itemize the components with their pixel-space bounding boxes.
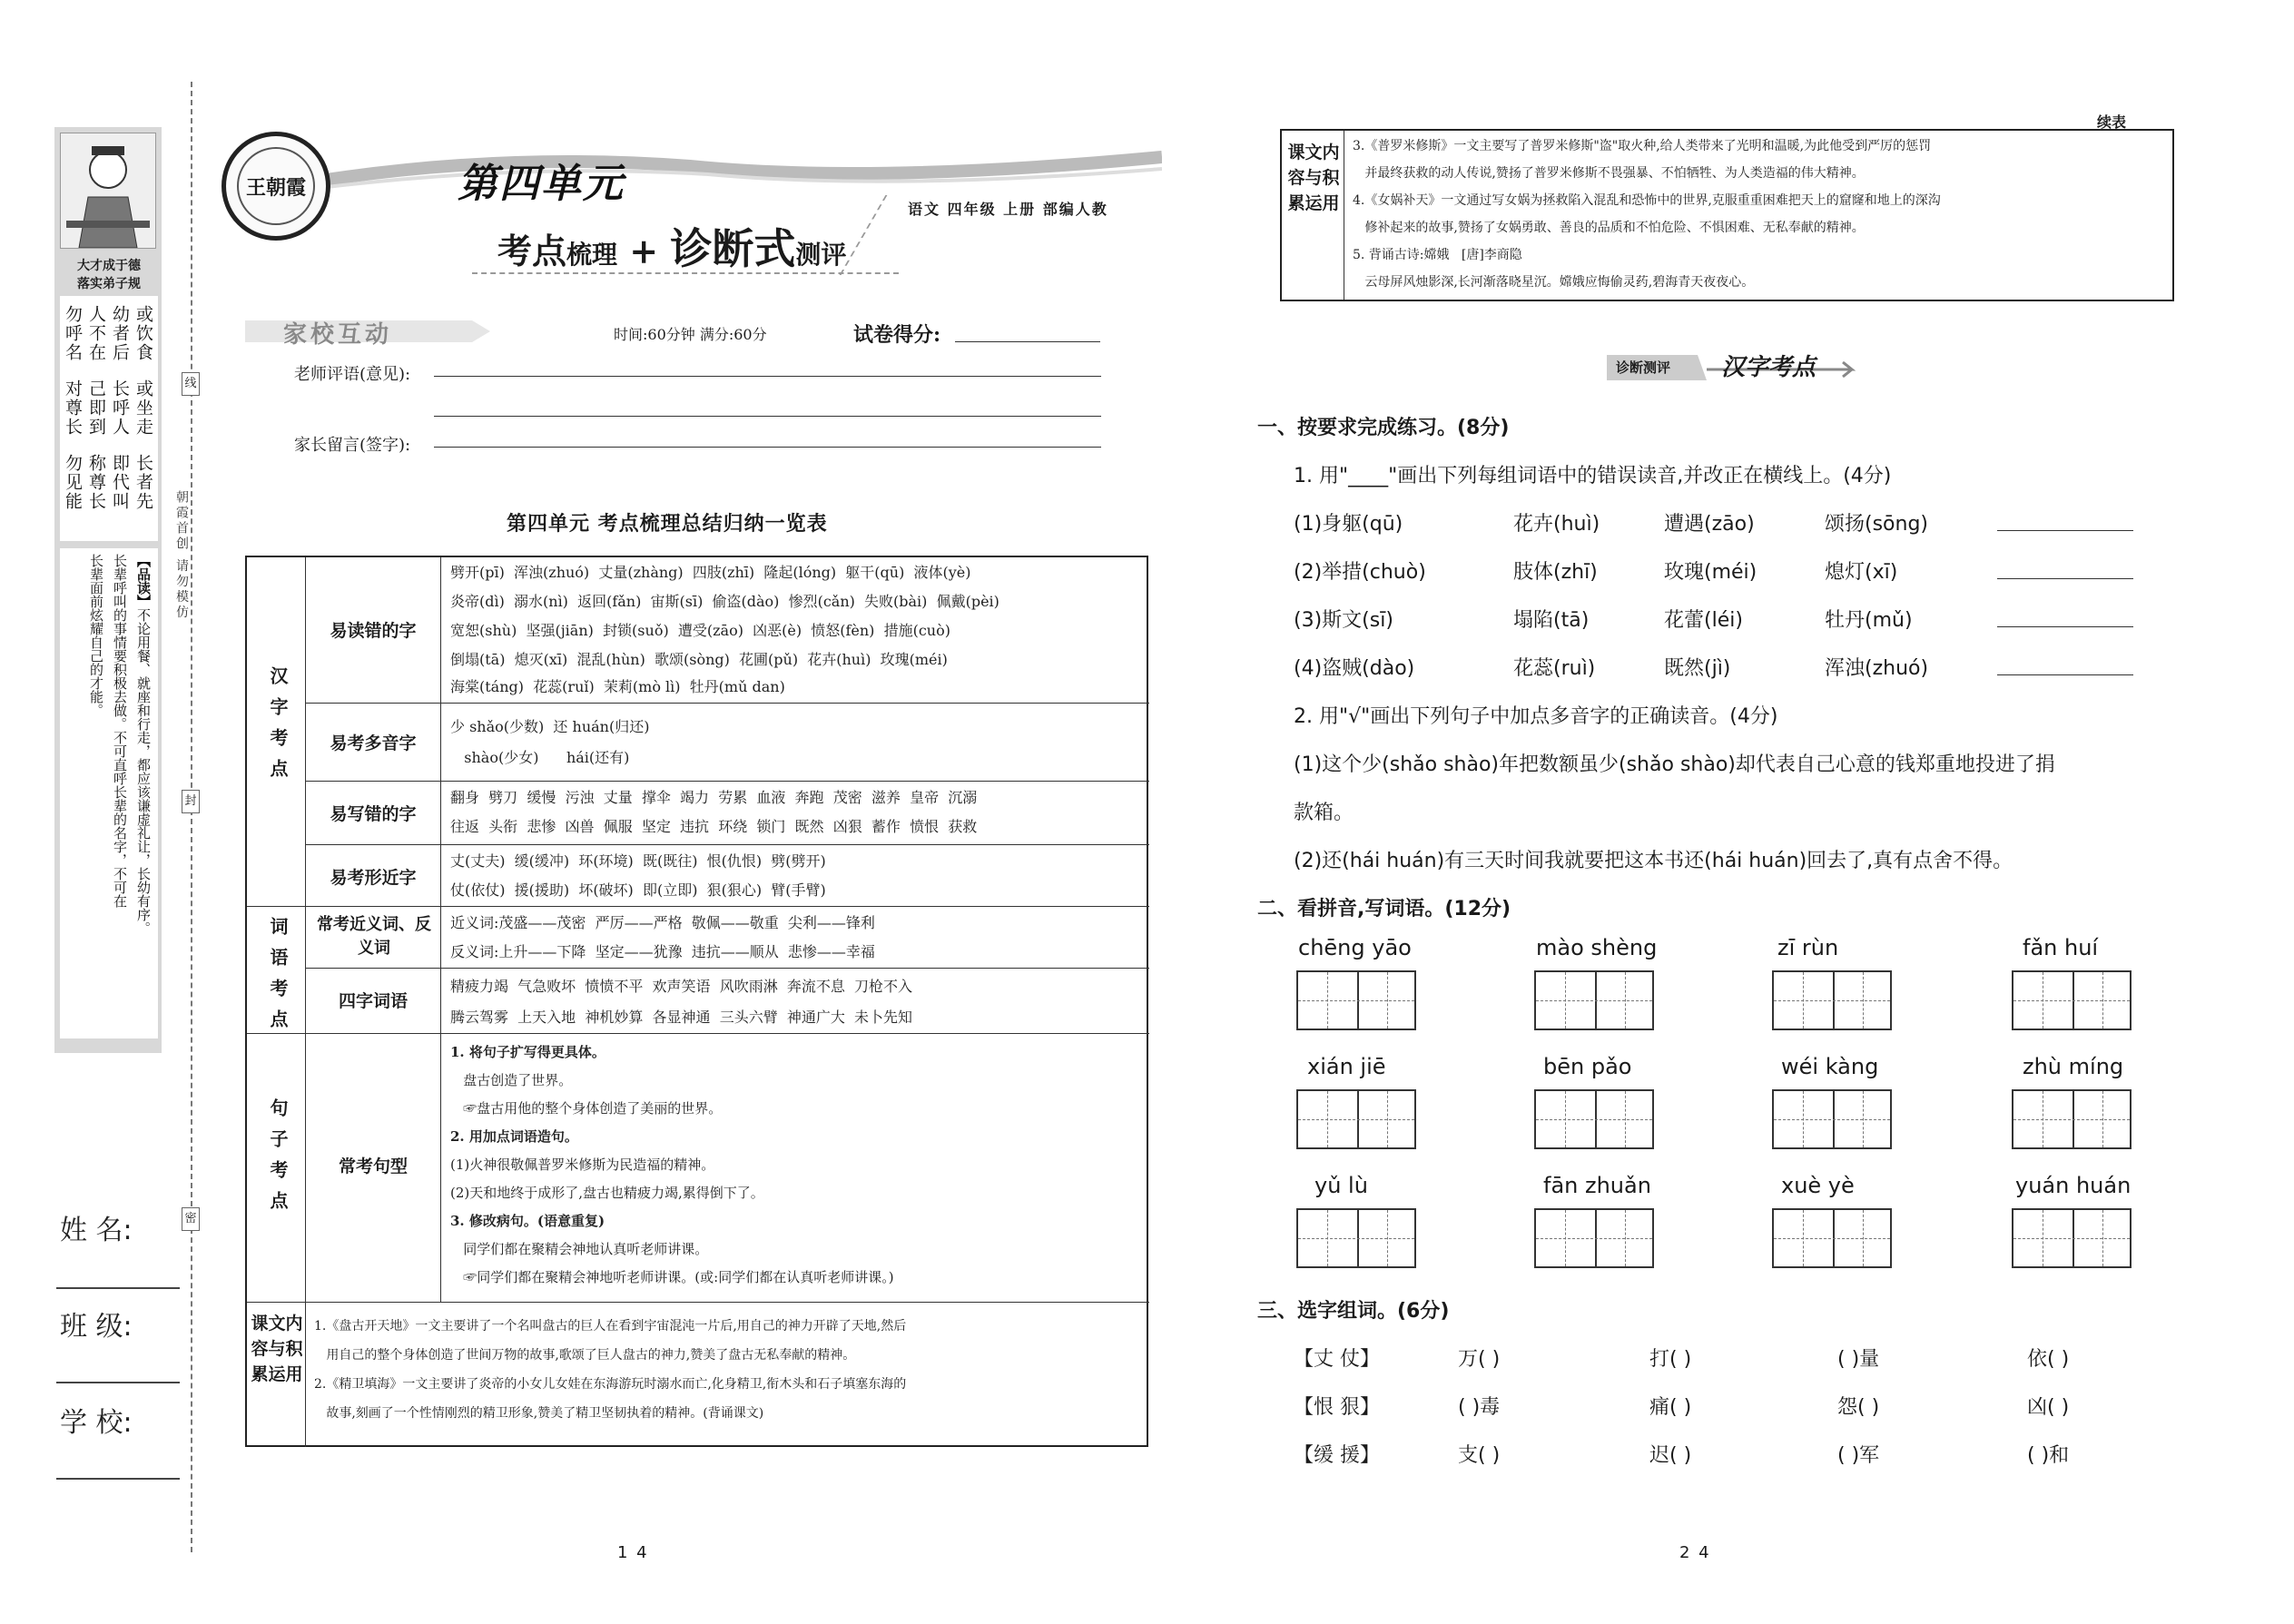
- name-label: 姓 名:: [60, 1215, 133, 1246]
- text-content-line: 用自己的整个身体创造了世间万物的故事,歌颂了巨人盘古的神力,赞美了盘古无私奉献的精神。: [314, 1348, 856, 1363]
- pinyin-item: 既然(jì): [1664, 657, 1731, 680]
- poem-col: 长者先: [133, 454, 153, 511]
- question-3-head: 三、选字组词。(6分): [1257, 1300, 1450, 1323]
- pinyin-item: 遭遇(zāo): [1664, 513, 1755, 536]
- text-content-line: 5. 背诵古诗:嫦娥 [唐]李商隐: [1353, 248, 1522, 262]
- similar-line: 仗(依仗) 援(援助) 坏(破坏) 即(立即) 狠(狠心) 臂(手臂): [450, 881, 826, 899]
- score-label: 试卷得分:: [853, 323, 941, 347]
- diagnosis-tag: 诊断测评: [1616, 359, 1671, 376]
- pinyin-prompt: mào shèng: [1536, 935, 1658, 960]
- school-label: 学 校:: [60, 1407, 133, 1439]
- poem-col: 或饮食: [133, 305, 153, 362]
- misread-line: 宽恕(shù) 坚强(jiān) 封锁(suǒ) 遭受(zāo) 凶恶(è) 愤怒(fèn) 措施(cuò): [450, 622, 950, 639]
- class-label: 班 级:: [60, 1311, 133, 1343]
- sentence-line: 1. 将句子扩写得更具体。: [450, 1044, 605, 1060]
- reading-col: 长辈面前炫耀自己的才能。: [88, 554, 104, 717]
- pinyin-prompt: fǎn huí: [2023, 935, 2099, 960]
- fill-item[interactable]: 支( ): [1458, 1444, 1501, 1467]
- writing-grid[interactable]: [1772, 1089, 1892, 1149]
- fill-item[interactable]: ( )和: [2027, 1444, 2070, 1467]
- poem-col: 对尊长: [63, 379, 83, 437]
- fill-item[interactable]: 凶( ): [2027, 1396, 2070, 1419]
- cut-mark: 线: [182, 372, 200, 396]
- header-ribbon: [327, 143, 1162, 198]
- sub-similar: 易考形近字: [330, 868, 417, 888]
- sentence-line: (2)天和地终于成形了,盘古也精疲力竭,累得倒下了。: [450, 1185, 764, 1201]
- writing-grid[interactable]: [1296, 1089, 1416, 1149]
- parent-label: 家长留言(签字):: [294, 436, 411, 455]
- char-pair: 【恨 狠】: [1294, 1396, 1380, 1419]
- sub-four-char: 四字词语: [338, 991, 408, 1011]
- answer-line[interactable]: [1997, 530, 2133, 531]
- poem-col: 幼者后: [110, 305, 130, 362]
- category-kewen: 课文内容与积累运用: [1287, 143, 1340, 213]
- category-kewen: 课文内容与积累运用: [251, 1314, 303, 1384]
- motto-bottom: 落实弟子规: [77, 277, 141, 291]
- fill-item[interactable]: 依( ): [2027, 1348, 2070, 1371]
- pinyin-item: 花卉(huì): [1513, 513, 1600, 536]
- sentence-line: ☞同学们都在聚精会神地听老师讲课。(或:同学们都在认真听老师讲课。): [450, 1269, 894, 1285]
- writing-grid[interactable]: [1534, 1208, 1654, 1268]
- cut-mark: 密: [182, 1207, 200, 1231]
- pinyin-prompt: wéi kàng: [1781, 1054, 1879, 1079]
- brand-logo: [222, 132, 330, 241]
- writing-grid[interactable]: [1534, 1089, 1654, 1149]
- cut-mark: 封: [182, 790, 200, 813]
- sub-polyphone: 易考多音字: [330, 733, 417, 753]
- copyright-note: 朝霞首创 请勿模仿: [174, 490, 189, 621]
- antonym-line: 反义词:上升——下降 坚定——犹豫 违抗——顺从 悲惨——幸福: [450, 943, 875, 960]
- pinyin-item: 牡丹(mǔ): [1825, 609, 1913, 632]
- continued-label: 续表: [2097, 113, 2127, 131]
- fill-item[interactable]: ( )毒: [1458, 1396, 1501, 1419]
- text-content-line: 4.《女娲补天》一文通过写女娲为拯救陷入混乱和恐怖中的世界,克服重重困难把天上的窟窿和地上的深沟: [1353, 193, 1941, 208]
- sub-miswrite: 易写错的字: [330, 804, 417, 824]
- reading-label: 【品读】: [135, 554, 152, 608]
- pinyin-item: 花蕊(ruì): [1513, 657, 1596, 680]
- pinyin-item: 浑浊(zhuó): [1825, 657, 1929, 680]
- pinyin-prompt: zī rùn: [1777, 935, 1839, 960]
- pinyin-prompt: chēng yāo: [1298, 935, 1412, 960]
- name-line[interactable]: [56, 1287, 180, 1289]
- fill-item[interactable]: 迟( ): [1649, 1444, 1692, 1467]
- table-hline: [305, 844, 1149, 845]
- fill-item[interactable]: ( )军: [1837, 1444, 1880, 1467]
- answer-line[interactable]: [1997, 674, 2133, 675]
- reading-col: 【品读】不论用餐、就座和行走，都应该谦虚礼让，长幼有序。: [135, 554, 152, 935]
- table-hline: [305, 781, 1149, 782]
- text-content-line: 修补起来的故事,赞扬了女娲勇敢、善良的品质和不怕危险、不惧困难、无私奉献的精神。: [1353, 221, 1865, 235]
- pinyin-prompt: yuán huán: [2015, 1173, 2132, 1198]
- pinyin-prompt: fān zhuǎn: [1543, 1173, 1651, 1198]
- writing-grid[interactable]: [2012, 1208, 2132, 1268]
- question-1-head: 一、按要求完成练习。(8分): [1257, 417, 1510, 439]
- poem-col: 勿呼名: [63, 305, 83, 362]
- poem-col: 人不在: [86, 305, 106, 362]
- text-content-line: 2.《精卫填海》一文主要讲了炎帝的小女儿女娃在东海游玩时溺水而亡,化身精卫,衔木头和石子填塞东海的: [314, 1377, 907, 1392]
- school-line[interactable]: [56, 1478, 180, 1480]
- sentence-item-cont: 款箱。: [1294, 802, 1354, 824]
- teacher-line-2[interactable]: [434, 416, 1101, 417]
- miswrite-line: 往返 头衔 悲惨 凶兽 佩服 坚定 违抗 环绕 锁门 既然 凶狠 蓄作 愤恨 获救: [450, 818, 978, 835]
- misread-line: 劈开(pī) 浑浊(zhuó) 丈量(zhàng) 四肢(zhī) 隆起(lóng) 躯干(qū) 液体(yè): [450, 564, 971, 581]
- sentence-line: ☞盘古用他的整个身体创造了美丽的世界。: [450, 1100, 723, 1117]
- table-hline: [247, 906, 1149, 907]
- misread-line: 海棠(táng) 花蕊(ruǐ) 茉莉(mò lì) 牡丹(mǔ dan): [450, 678, 785, 695]
- pinyin-item: (3)斯文(sī): [1294, 609, 1393, 632]
- similar-line: 丈(丈夫) 缓(缓冲) 环(环境) 既(既往) 恨(仇恨) 劈(劈开): [450, 852, 826, 870]
- sub-misread: 易读错的字: [330, 621, 417, 641]
- sentence-item: (1)这个少(shǎo shào)年把数额虽少(shǎo shào)却代表自己心意的钱郑重地投进了捐: [1294, 753, 2055, 776]
- four-char-line: 精疲力竭 气急败坏 愤愤不平 欢声笑语 风吹雨淋 奔流不息 刀枪不入: [450, 978, 913, 995]
- question-2-head: 二、看拼音,写词语。(12分): [1257, 898, 1511, 920]
- miswrite-line: 翻身 劈刀 缓慢 污浊 丈量 撑伞 竭力 劳累 血液 奔跑 茂密 滋养 皇帝 沉溺: [450, 789, 978, 806]
- writing-grid[interactable]: [1296, 1208, 1416, 1268]
- reading-box: [60, 548, 158, 1038]
- pinyin-item: 颂扬(sōng): [1825, 513, 1928, 536]
- page-number-right: 2 4: [1679, 1543, 1711, 1562]
- table-hline: [247, 1033, 1149, 1034]
- writing-grid[interactable]: [1296, 970, 1416, 1030]
- fill-item[interactable]: 万( ): [1458, 1348, 1501, 1371]
- misread-line: 炎帝(dì) 溺水(nì) 返回(fǎn) 宙斯(sī) 偷盗(dào) 惨烈(cǎn) 失败(bài) 佩戴(pèi): [450, 593, 999, 610]
- poem-col: 即代叫: [110, 454, 130, 511]
- answer-line[interactable]: [1997, 626, 2133, 627]
- pinyin-item: 塌陷(tā): [1513, 609, 1590, 632]
- answer-line[interactable]: [1997, 578, 2133, 579]
- summary-table: [245, 556, 1148, 1447]
- synonym-line: 近义词:茂盛——茂密 严厉——严格 敬佩——敬重 尖利——锋利: [450, 914, 875, 931]
- poem-col: 或坐走: [133, 379, 153, 437]
- writing-grid[interactable]: [1772, 970, 1892, 1030]
- poem-col: 长呼人: [110, 379, 130, 437]
- unit-title: 第四单元: [458, 161, 625, 207]
- char-pair: 【丈 仗】: [1294, 1348, 1380, 1371]
- four-char-line: 腾云驾雾 上天入地 神机妙算 各显神通 三头六臂 神通广大 未卜先知: [450, 1009, 913, 1026]
- pinyin-prompt: xián jiē: [1307, 1054, 1386, 1079]
- table-title: 第四单元 考点梳理总结归纳一览表: [507, 512, 828, 536]
- poem-col: 称尊长: [86, 454, 106, 511]
- writing-grid[interactable]: [1772, 1208, 1892, 1268]
- home-school-title: 家校互动: [283, 321, 393, 349]
- cut-line: [191, 82, 192, 1552]
- class-line[interactable]: [56, 1382, 180, 1383]
- score-line[interactable]: [955, 341, 1100, 342]
- scholar-illustration: [60, 133, 156, 249]
- sub-sentence: 常考句型: [338, 1156, 408, 1176]
- reading-col: 长辈呼叫的事情要积极去做。不可直呼长辈的名字，不可在: [112, 554, 128, 908]
- fill-item[interactable]: 怨( ): [1837, 1396, 1880, 1419]
- grade-tag: 语文 四年级 上册 部编人教: [908, 201, 1108, 218]
- fill-item[interactable]: 打( ): [1649, 1348, 1692, 1371]
- pinyin-item: (2)举措(chuò): [1294, 561, 1426, 584]
- section-title: 汉字考点: [1721, 354, 1816, 381]
- header-divider-diag: [840, 195, 931, 275]
- category-hanzi: 汉字考点: [267, 666, 289, 790]
- pinyin-item: 玫瑰(méi): [1664, 561, 1757, 584]
- question-1-part-1: 1. 用"____"画出下列每组词语中的错误读音,并改正在横线上。(4分): [1294, 465, 1892, 487]
- sub-synonym: 常考近义词、反义词: [317, 915, 431, 958]
- sentence-line: 3. 修改病句。(语意重复): [450, 1213, 605, 1229]
- header-divider: [472, 272, 899, 274]
- text-content-line: 云母屏风烛影深,长河渐落晓星沉。嫦娥应悔偷灵药,碧海青天夜夜心。: [1353, 275, 1755, 290]
- teacher-label: 老师评语(意见):: [294, 365, 411, 384]
- writing-grid[interactable]: [2012, 970, 2132, 1030]
- table-hline: [305, 968, 1149, 969]
- pinyin-prompt: zhù míng: [2023, 1054, 2124, 1079]
- fill-item[interactable]: 痛( ): [1649, 1396, 1692, 1419]
- poem-box: [60, 296, 158, 541]
- writing-grid[interactable]: [2012, 1089, 2132, 1149]
- pinyin-item: (4)盗贼(dào): [1294, 657, 1415, 680]
- table-hline: [247, 1302, 1149, 1303]
- table-vline: [305, 557, 306, 1447]
- pinyin-item: (1)身躯(qū): [1294, 513, 1403, 536]
- fill-item[interactable]: ( )量: [1837, 1348, 1880, 1371]
- time-score-info: 时间:60分钟 满分:60分: [614, 326, 767, 343]
- sentence-line: (1)火神很敬佩普罗米修斯为民造福的精神。: [450, 1156, 715, 1173]
- parent-line[interactable]: [434, 447, 1101, 448]
- sentence-line: 2. 用加点词语造句。: [450, 1128, 578, 1145]
- category-juzi: 句子考点: [267, 1098, 289, 1222]
- table-vline: [440, 557, 441, 1302]
- text-content-line: 故事,刻画了一个性情刚烈的精卫形象,赞美了精卫坚韧执着的精神。(背诵课文): [314, 1406, 764, 1421]
- polyphone-line: shào(少女) hái(还有): [450, 749, 630, 766]
- pinyin-item: 花蕾(léi): [1664, 609, 1743, 632]
- page-number-left: 1 4: [617, 1543, 649, 1562]
- pinyin-item: 肢体(zhī): [1513, 561, 1598, 584]
- question-1-part-2: 2. 用"√"画出下列句子中加点多音字的正确读音。(4分): [1294, 705, 1778, 728]
- page-subtitle: 考点梳理 + 诊断式测评: [497, 224, 847, 273]
- misread-line: 倒塌(tā) 熄灭(xī) 混乱(hùn) 歌颂(sòng) 花圃(pǔ) 花卉(huì) 玫瑰(méi): [450, 651, 948, 668]
- poem-col: 己即到: [86, 379, 106, 437]
- logo-text: 王朝霞: [237, 147, 315, 225]
- table-hline: [305, 703, 1149, 704]
- polyphone-line: 少 shǎo(少数) 还 huán(归还): [450, 718, 650, 735]
- pinyin-prompt: yǔ lù: [1314, 1173, 1368, 1198]
- pinyin-prompt: bēn pǎo: [1543, 1054, 1632, 1079]
- category-ciyu: 词语考点: [267, 917, 289, 1040]
- poem-col: 勿见能: [63, 454, 83, 511]
- sentence-item: (2)还(hái huán)有三天时间我就要把这本书还(hái huán)回去了,真有点舍不得。: [1294, 850, 2013, 872]
- motto-top: 大才成于德: [77, 259, 141, 273]
- teacher-line[interactable]: [434, 376, 1101, 377]
- pinyin-item: 熄灯(xī): [1825, 561, 1898, 584]
- writing-grid[interactable]: [1534, 970, 1654, 1030]
- continued-table: [1280, 129, 2174, 301]
- pinyin-prompt: xuè yè: [1781, 1173, 1855, 1198]
- char-pair: 【缓 援】: [1294, 1444, 1380, 1467]
- sentence-line: 同学们都在聚精会神地认真听老师讲课。: [450, 1241, 709, 1257]
- text-content-line: 1.《盘古开天地》一文主要讲了一个名叫盘古的巨人在看到宇宙混沌一片后,用自己的神力开辟了天地,然后: [314, 1319, 907, 1334]
- text-content-line: 3.《普罗米修斯》一文主要写了普罗米修斯"盗"取火种,给人类带来了光明和温暖,为此他受到严厉的惩罚: [1353, 139, 1932, 153]
- sentence-line: 盘古创造了世界。: [450, 1072, 573, 1088]
- text-content-line: 并最终获救的动人传说,赞扬了普罗米修斯不畏强暴、不怕牺牲、为人类造福的伟大精神。: [1353, 166, 1865, 181]
